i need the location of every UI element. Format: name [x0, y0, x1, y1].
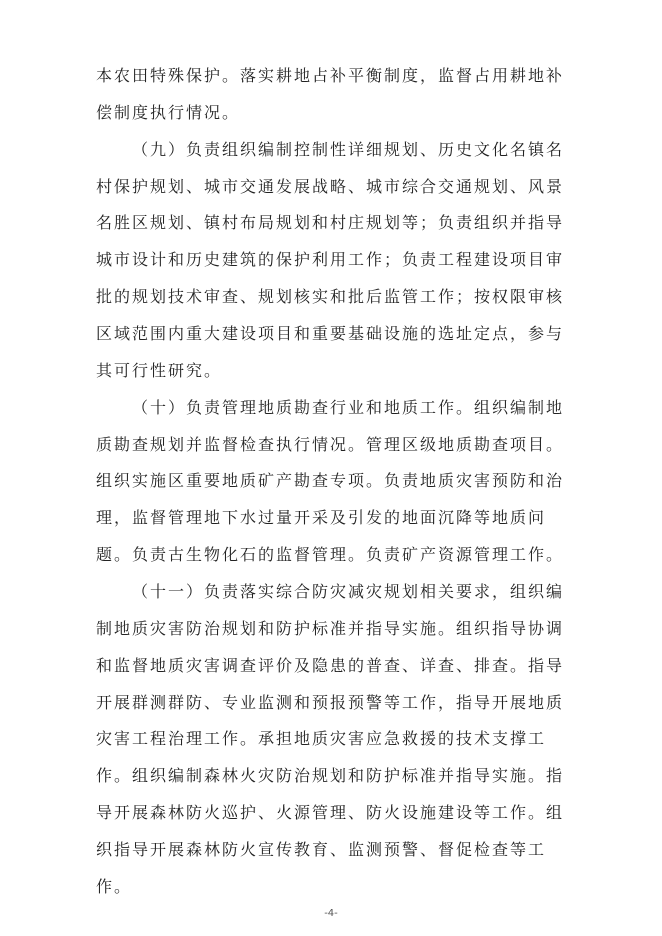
text-line: 本农田特殊保护。落实耕地占补平衡制度，监督占用耕地补	[96, 66, 565, 85]
text-line: 灾害工程治理工作。承担地质灾害应急救援的技术支撑工	[96, 729, 547, 749]
text-line: （九）负责组织编制控制性详细规划、历史文化名镇名	[132, 139, 565, 159]
text-line: 组织实施区重要地质矿产勘查专项。负责地质灾害预防和治	[96, 471, 565, 491]
text-line: 理，监督管理地下水过量开采及引发的地面沉降等地质问	[96, 508, 547, 528]
text-line: 制地质灾害防治规划和防护标准并指导实施。组织指导协调	[96, 618, 565, 638]
text-line: 区域范围内重大建设项目和重要基础设施的选址定点，参与	[96, 324, 565, 344]
text-line: 开展群测群防、专业监测和预报预警等工作，指导开展地质	[96, 692, 565, 712]
text-line: 质勘查规划并监督检查执行情况。管理区级地质勘查项目。	[96, 434, 565, 454]
text-line: （十一）负责落实综合防灾减灾规划相关要求，组织编	[132, 582, 565, 602]
text-line: 作。组织编制森林火灾防治规划和防护标准并指导实施。指	[96, 766, 565, 786]
text-line: （十）负责管理地质勘查行业和地质工作。组织编制地	[132, 397, 565, 417]
text-line: 村保护规划、城市交通发展战略、城市综合交通规划、风景	[96, 176, 565, 196]
text-line: 织指导开展森林防火宣传教育、监测预警、督促检查等工	[96, 840, 547, 860]
text-line: 名胜区规划、镇村布局规划和村庄规划等；负责组织并指导	[96, 213, 565, 233]
text-line: 导开展森林防火巡护、火源管理、防火设施建设等工作。组	[96, 803, 565, 823]
text-line: 题。负责古生物化石的监督管理。负责矿产资源管理工作。	[96, 545, 565, 565]
text-line: 其可行性研究。	[96, 360, 223, 380]
document-body	[96, 58, 568, 906]
text-line: 和监督地质灾害调查评价及隐患的普查、详查、排查。指导	[96, 655, 565, 675]
text-line: 偿制度执行情况。	[96, 102, 241, 122]
text-line: 批的规划技术审查、规划核实和批后监管工作；按权限审核	[96, 287, 565, 307]
page-number: -4-	[324, 908, 338, 919]
text-line: 作。	[96, 876, 133, 896]
text-line: 城市设计和历史建筑的保护利用工作；负责工程建设项目审	[96, 250, 565, 270]
